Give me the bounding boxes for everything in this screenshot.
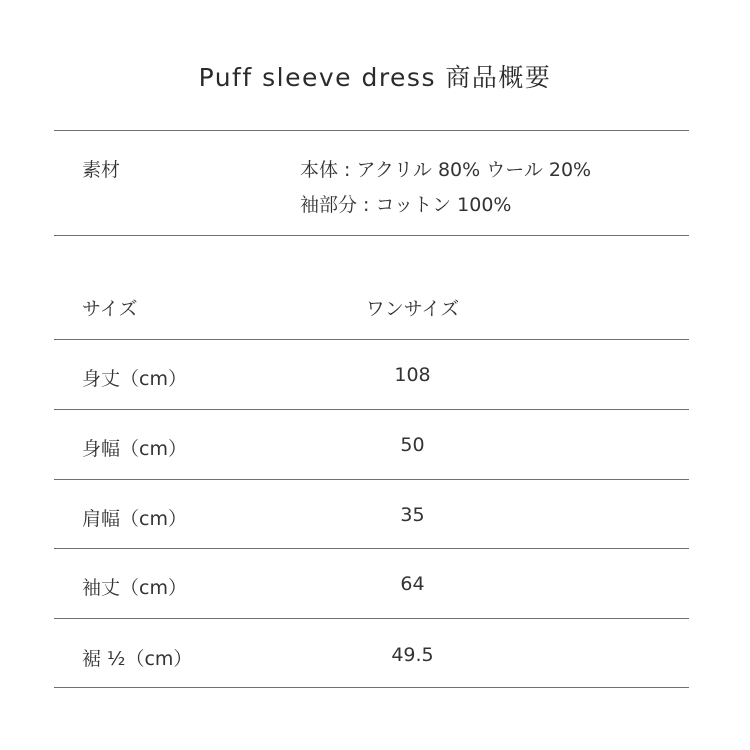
divider [54,339,689,340]
divider [54,409,689,410]
divider [54,479,689,480]
measurement-value-length: 108 [394,364,431,386]
measurement-value-shoulder: 35 [400,504,425,526]
measurement-value-sleeve: 64 [400,573,425,595]
material-sleeve-line: 袖部分 : コットン 100% [300,194,512,216]
divider [54,687,689,688]
page-title: Puff sleeve dress 商品概要 [198,63,552,92]
measurement-label-shoulder: 肩幅（cm） [82,508,187,530]
size-label: サイズ [82,298,138,320]
measurement-label-sleeve: 袖丈（cm） [82,577,187,599]
material-body-line: 本体 : アクリル 80% ウール 20% [300,159,592,181]
size-value: ワンサイズ [365,298,460,320]
divider [54,618,689,619]
measurement-value-hem: 49.5 [391,644,434,666]
measurement-label-hem: 裾 ½（cm） [82,648,193,670]
measurement-value-width: 50 [400,434,425,456]
measurement-label-length: 身丈（cm） [82,368,187,390]
measurement-label-width: 身幅（cm） [82,438,187,460]
divider [54,548,689,549]
divider [54,235,689,236]
divider [54,130,689,131]
material-label: 素材 [82,159,121,181]
